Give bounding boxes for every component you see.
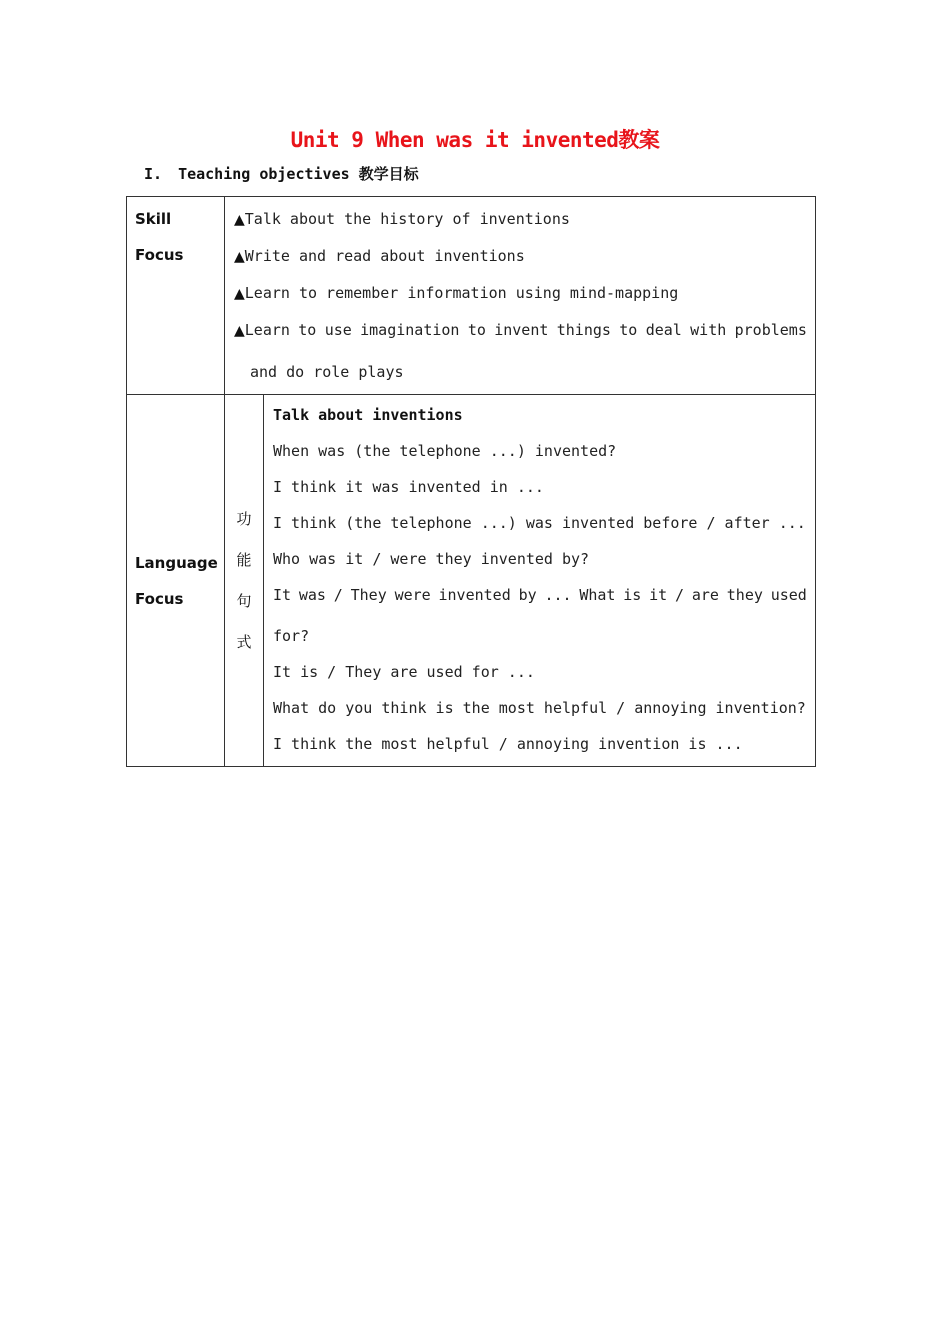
language-line: When was (the telephone ...) invented? (273, 442, 617, 460)
skill-word: to (467, 321, 486, 339)
skill-word: to (298, 321, 317, 339)
skill-item (234, 275, 807, 312)
skill-word: to (619, 321, 638, 339)
skill-item-text: Learn to remember information using mind-mapping (244, 284, 679, 302)
language-word: it (649, 586, 668, 604)
language-label-line1: Language (135, 553, 218, 572)
language-line: I think it was invented in ... (273, 478, 544, 496)
skill-word: things (556, 321, 611, 339)
language-word: invented (438, 586, 511, 604)
triangle-bullet-icon: ▲ (234, 212, 245, 228)
skill-item (234, 201, 807, 238)
language-label-line2: Focus (135, 589, 184, 608)
language-word: It (273, 586, 292, 604)
language-focus-content (264, 395, 816, 767)
section-label: Teaching objectives 教学目标 (178, 165, 419, 183)
skill-word: imagination (360, 321, 460, 339)
language-line-continuation: for? (273, 627, 310, 645)
skill-word: ▲Learn (234, 321, 290, 339)
skill-word: problems (734, 321, 807, 339)
triangle-bullet-icon: ▲ (234, 286, 245, 302)
skill-word: use (324, 321, 352, 339)
section-heading (144, 163, 419, 184)
language-word: was (298, 586, 326, 604)
language-line: What do you think is the most helpful / annoying invention? (273, 699, 806, 717)
language-word: / (333, 586, 343, 604)
language-focus-row (127, 395, 816, 767)
skill-item-continuation: and do role plays (250, 363, 404, 381)
skill-label-line2: Focus (135, 246, 184, 264)
language-word: used (770, 586, 807, 604)
page-title: Unit 9 When was it invented教案 (290, 128, 660, 152)
section-number: I. (144, 165, 163, 183)
language-line: I think the most helpful / annoying invention is ... (273, 735, 743, 753)
function-char: 句 (236, 591, 252, 610)
language-word: is (623, 586, 642, 604)
skill-item-justified (234, 312, 807, 349)
language-word: by (518, 586, 537, 604)
function-char: 能 (236, 550, 252, 569)
objectives-table (126, 196, 816, 767)
skill-word: with (690, 321, 727, 339)
skill-focus-row (127, 197, 816, 395)
language-line-justified (273, 577, 807, 613)
skill-word: deal (645, 321, 682, 339)
language-word: They (350, 586, 387, 604)
function-sentences-label (225, 395, 264, 767)
language-word: are (691, 586, 719, 604)
language-word: / (675, 586, 685, 604)
language-word: they (726, 586, 763, 604)
skill-item-text: Talk about the history of inventions (244, 210, 570, 228)
language-line: It is / They are used for ... (273, 663, 535, 681)
function-char: 功 (236, 509, 252, 528)
skill-focus-label (127, 197, 225, 395)
language-line: Who was it / were they invented by? (273, 550, 590, 568)
triangle-bullet-icon: ▲ (234, 249, 245, 265)
language-line: I think (the telephone ...) was invented before / after ... (273, 514, 806, 532)
skill-item-text: Write and read about inventions (244, 247, 525, 265)
language-focus-label (127, 395, 225, 767)
triangle-bullet-icon: ▲ (234, 323, 245, 339)
skill-focus-content (225, 197, 816, 395)
language-word: ... (544, 586, 572, 604)
language-word: What (579, 586, 616, 604)
language-word: were (394, 586, 431, 604)
skill-word: invent (494, 321, 549, 339)
language-heading: Talk about inventions (273, 406, 463, 424)
function-char: 式 (236, 632, 252, 651)
skill-label-line1: Skill (135, 210, 172, 228)
skill-item (234, 238, 807, 275)
